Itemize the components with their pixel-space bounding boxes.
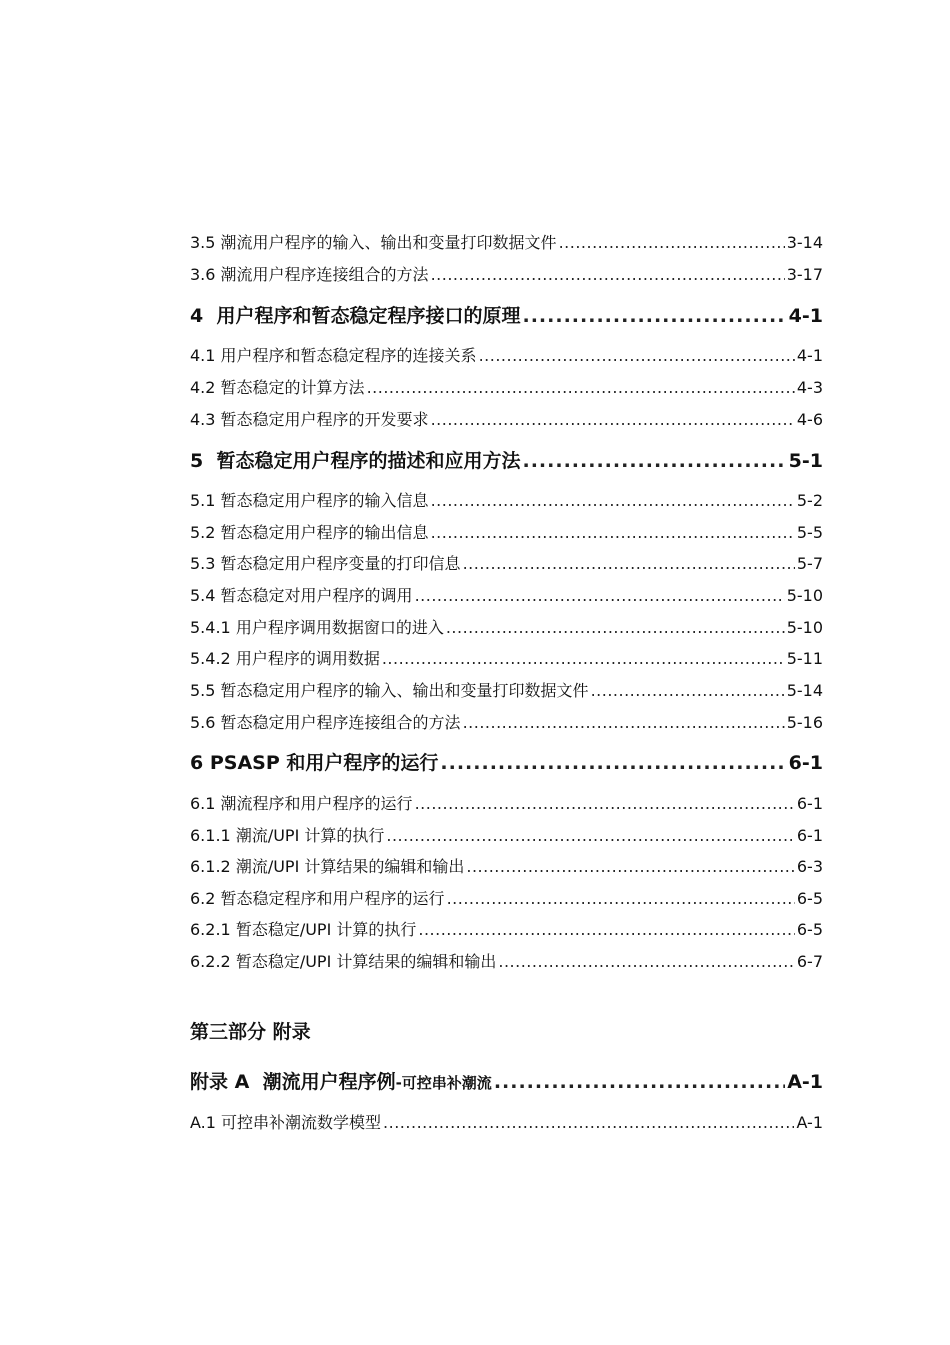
toc-page: 6-1 [796, 826, 823, 845]
leader-dots [463, 554, 795, 573]
toc-title: 暂态稳定/UPI 计算结果的编辑和输出 [235, 952, 497, 971]
toc-page: 6-5 [796, 889, 823, 908]
toc-entry-5-3[interactable] [190, 551, 823, 574]
toc-entry-6-2-2[interactable] [190, 949, 823, 972]
toc-title: 潮流用户程序的输入、输出和变量打印数据文件 [220, 233, 557, 252]
toc-title: 暂态稳定用户程序变量的打印信息 [220, 554, 461, 573]
toc-title: 暂态稳定用户程序的输出信息 [220, 523, 429, 542]
leader-dots [367, 378, 795, 397]
toc-title: 用户程序和暂态稳定程序接口的原理 [216, 305, 521, 327]
leader-dots [382, 649, 785, 668]
toc-entry-5-1[interactable] [190, 488, 823, 511]
toc-page: 4-3 [796, 378, 823, 397]
leader-dots [463, 713, 785, 732]
toc-num: 6.1 [190, 794, 216, 813]
leader-dots [591, 681, 785, 700]
leader-dots [415, 586, 785, 605]
toc-entry-5-2[interactable] [190, 520, 823, 543]
toc-num: 3.6 [190, 265, 216, 284]
leader-dots [431, 491, 795, 510]
toc-page: 6-7 [796, 952, 823, 971]
toc-num: 6.2.1 [190, 920, 231, 939]
toc-page: A-1 [787, 1071, 823, 1093]
toc-num: 6 PSASP [190, 752, 280, 774]
toc-title: 暂态稳定/UPI 计算的执行 [235, 920, 417, 939]
toc-num: 5.6 [190, 713, 216, 732]
toc-num: 附录 A [190, 1071, 250, 1093]
leader-dots [522, 450, 786, 472]
toc-title: 暂态稳定用户程序的描述和应用方法 [216, 450, 521, 472]
toc-num: 6.1.2 [190, 857, 231, 876]
leader-dots [447, 889, 795, 908]
toc-num: 5.5 [190, 681, 216, 700]
toc-num: 4.2 [190, 378, 216, 397]
toc-title: 暂态稳定用户程序的输入信息 [220, 491, 429, 510]
toc-page: 5-5 [796, 523, 823, 542]
toc-page: 3-17 [786, 265, 823, 284]
toc-num: 3.5 [190, 233, 216, 252]
toc-title: 和用户程序的运行 [286, 752, 439, 774]
toc-entry-6-1-1[interactable] [190, 823, 823, 846]
leader-dots [559, 233, 785, 252]
toc-page: 5-11 [786, 649, 823, 668]
toc-page: 4-1 [788, 305, 823, 327]
leader-dots [418, 920, 794, 939]
toc-num: 5 [190, 450, 204, 472]
toc-entry-3-6[interactable] [190, 262, 823, 285]
toc-title: 暂态稳定的计算方法 [220, 378, 365, 397]
toc-page: 5-14 [786, 681, 823, 700]
toc-entry-6-1[interactable] [190, 791, 823, 814]
toc-entry-4-2[interactable] [190, 375, 823, 398]
toc-title: 用户程序的调用数据 [235, 649, 380, 668]
toc-title: 潮流程序和用户程序的运行 [220, 794, 413, 813]
leader-dots [383, 1113, 794, 1132]
toc-num: 5.4.1 [190, 618, 231, 637]
toc-entry-5-4-2[interactable] [190, 646, 823, 669]
toc-title: 暂态稳定用户程序的输入、输出和变量打印数据文件 [220, 681, 589, 700]
leader-dots [494, 1071, 785, 1093]
leader-dots [415, 794, 795, 813]
toc-page: 6-1 [788, 752, 823, 774]
toc-title: 潮流/UPI 计算的执行 [235, 826, 385, 845]
toc-page: 5-10 [786, 586, 823, 605]
toc-title-suffix: -可控串补潮流 [395, 1074, 492, 1092]
toc-num: 6.1.1 [190, 826, 231, 845]
leader-dots [522, 305, 786, 327]
toc-title: 暂态稳定程序和用户程序的运行 [220, 889, 445, 908]
toc-page: 5-16 [786, 713, 823, 732]
leader-dots [446, 618, 785, 637]
toc-chapter-4[interactable] [190, 301, 823, 328]
toc-page: 5-10 [786, 618, 823, 637]
toc-entry-5-4[interactable] [190, 583, 823, 606]
toc-entry-4-1[interactable] [190, 343, 823, 366]
toc-num: 5.3 [190, 554, 216, 573]
toc-entry-5-4-1[interactable] [190, 615, 823, 638]
toc-entry-a-1[interactable] [190, 1110, 823, 1133]
leader-dots [431, 265, 785, 284]
toc-page: 5-1 [788, 450, 823, 472]
toc-num: 6.2 [190, 889, 216, 908]
toc-chapter-5[interactable] [190, 446, 823, 473]
toc-title: 潮流/UPI 计算结果的编辑和输出 [235, 857, 465, 876]
leader-dots [440, 752, 786, 774]
part-heading: 第三部分 附录 [190, 1021, 311, 1043]
leader-dots [466, 857, 794, 876]
toc-page: 4-6 [796, 410, 823, 429]
toc-num: 5.1 [190, 491, 216, 510]
toc-title: 暂态稳定对用户程序的调用 [220, 586, 413, 605]
toc-num: 5.2 [190, 523, 216, 542]
toc-title: 暂态稳定用户程序连接组合的方法 [220, 713, 461, 732]
toc-num: A.1 [190, 1113, 216, 1132]
toc-num: 4.1 [190, 346, 216, 365]
toc-title: 潮流用户程序连接组合的方法 [220, 265, 429, 284]
toc-page: 6-3 [796, 857, 823, 876]
toc-page: 6-5 [796, 920, 823, 939]
toc-num: 5.4 [190, 586, 216, 605]
toc-title: 潮流用户程序例 [262, 1071, 396, 1093]
toc-entry-6-2-1[interactable] [190, 917, 823, 940]
toc-title: 用户程序调用数据窗口的进入 [235, 618, 444, 637]
toc-entry-3-5[interactable] [190, 230, 823, 253]
leader-dots [498, 952, 794, 971]
toc-entry-6-1-2[interactable] [190, 854, 823, 877]
toc-page: 5-2 [796, 491, 823, 510]
toc-page: 6-1 [796, 794, 823, 813]
toc-num: 4 [190, 305, 204, 327]
leader-dots [431, 523, 795, 542]
toc-page: A-1 [796, 1113, 823, 1132]
toc-entry-5-6[interactable] [190, 710, 823, 733]
toc-page: 5-7 [796, 554, 823, 573]
toc-page: 4-1 [796, 346, 823, 365]
toc-num: 5.4.2 [190, 649, 231, 668]
toc-entry-6-2[interactable] [190, 886, 823, 909]
toc-title: 暂态稳定用户程序的开发要求 [220, 410, 429, 429]
toc-chapter-6[interactable] [190, 748, 823, 775]
toc-page: 3-14 [786, 233, 823, 252]
toc-appendix-a[interactable] [190, 1067, 823, 1094]
leader-dots [431, 410, 795, 429]
toc-num: 6.2.2 [190, 952, 231, 971]
toc-title: 用户程序和暂态稳定程序的连接关系 [220, 346, 477, 365]
toc-entry-4-3[interactable] [190, 407, 823, 430]
toc-entry-5-5[interactable] [190, 678, 823, 701]
leader-dots [479, 346, 795, 365]
toc-num: 4.3 [190, 410, 216, 429]
toc-title: 可控串补潮流数学模型 [221, 1113, 382, 1132]
leader-dots [386, 826, 794, 845]
